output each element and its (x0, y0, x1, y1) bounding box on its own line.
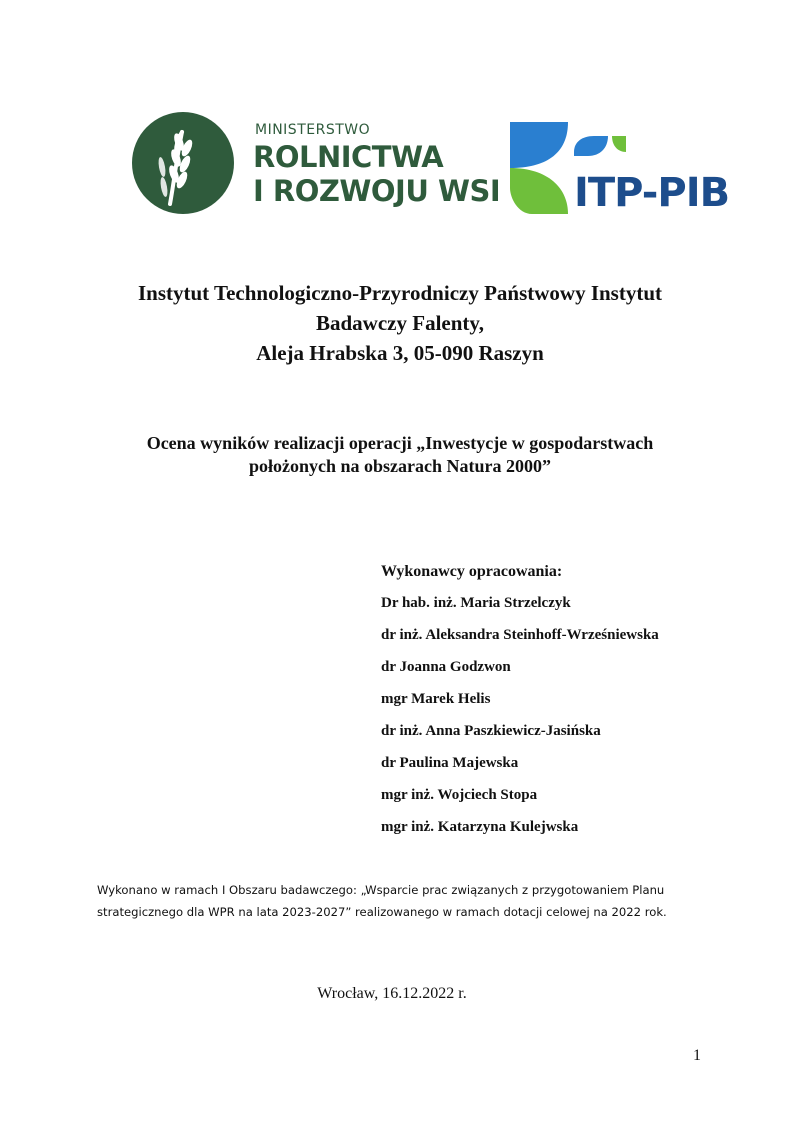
funding-note (97, 879, 717, 923)
ministry-logo (132, 112, 501, 218)
place-date: Wrocław, 16.12.2022 r. (317, 985, 467, 1002)
itp-pib-logo (508, 118, 738, 218)
author-item: dr inż. Anna Paszkiewicz-Jasińska (381, 723, 601, 739)
author-item: dr inż. Aleksandra Steinhoff-Wrześniewska (381, 627, 659, 643)
ministry-logo-line1: MINISTERSTWO (255, 122, 371, 138)
author-item: mgr inż. Wojciech Stopa (381, 787, 538, 803)
institute-address: Aleja Hrabska 3, 05-090 Raszyn (256, 341, 544, 365)
wheat-emblem-icon (132, 112, 234, 214)
author-item: mgr Marek Helis (381, 691, 491, 707)
ministry-logo-line3: I ROZWOJU WSI (253, 174, 501, 208)
institute-name-line2: Badawczy Falenty, (316, 311, 484, 335)
author-item: Dr hab. inż. Maria Strzelczyk (381, 595, 571, 611)
funding-note-line1: Wykonano w ramach I Obszaru badawczego: „Wsparcie prac związanych z przygotowaniem Planu (97, 883, 665, 897)
itp-pib-logo-text: ITP-PIB (574, 170, 730, 216)
report-title-line1: Ocena wyników realizacji operacji „Inwestycje w gospodarstwach (146, 433, 654, 453)
authors-heading: Wykonawcy opracowania: (381, 563, 563, 580)
funding-note-line2: strategicznego dla WPR na lata 2023-2027” realizowanego w ramach dotacji celowej na 2022 rok. (97, 905, 667, 919)
author-item: dr Joanna Godzwon (381, 659, 511, 675)
author-item: dr Paulina Majewska (381, 755, 519, 771)
page-number: 1 (693, 1047, 701, 1064)
institute-name-line1: Instytut Technologiczno-Przyrodniczy Państwowy Instytut (137, 281, 663, 305)
author-item: mgr inż. Katarzyna Kulejwska (381, 819, 579, 835)
report-title-line2: położonych na obszarach Natura 2000” (248, 456, 551, 476)
ministry-logo-line2: ROLNICTWA (253, 140, 444, 174)
